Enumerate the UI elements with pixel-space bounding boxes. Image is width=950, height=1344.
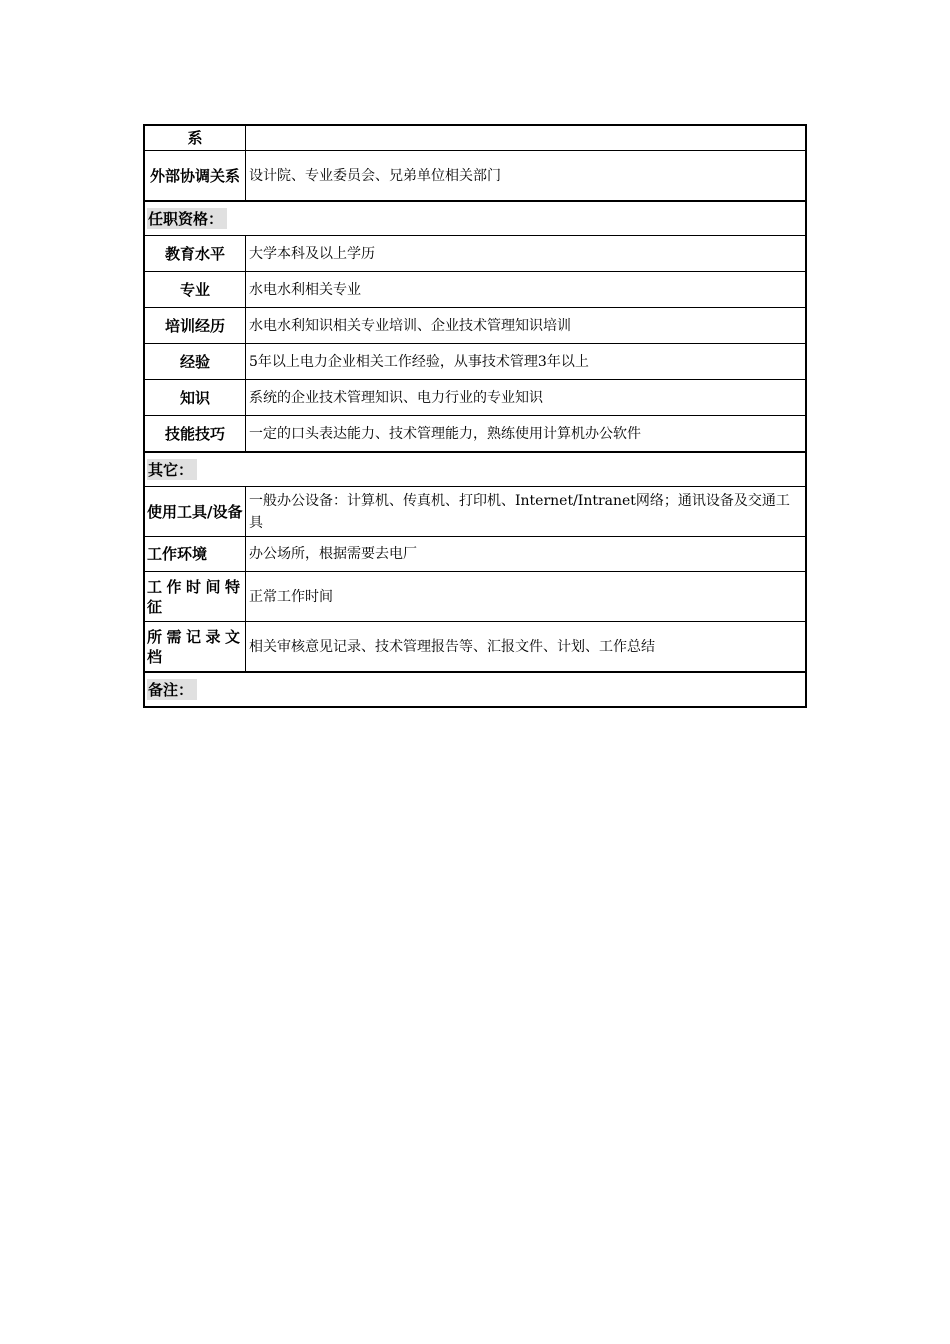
qualifications-section-header (145, 200, 805, 235)
knowledge-label: 知识 (145, 380, 246, 415)
remarks-heading: 备注： (147, 679, 197, 700)
job-description-table (143, 124, 807, 708)
qualifications-heading: 任职资格： (147, 208, 227, 229)
knowledge-row (145, 379, 805, 415)
experience-label: 经验 (145, 344, 246, 379)
skills-label: 技能技巧 (145, 416, 246, 451)
tools-label: 使用工具/设备 (145, 487, 246, 536)
internal-relations-tail-row (145, 126, 805, 150)
experience-row (145, 343, 805, 379)
education-value: 大学本科及以上学历 (249, 245, 375, 262)
environment-label: 工作环境 (145, 537, 246, 571)
records-row (145, 621, 805, 671)
training-value: 水电水利知识相关专业培训、企业技术管理知识培训 (249, 317, 571, 334)
major-row (145, 271, 805, 307)
training-row (145, 307, 805, 343)
external-relations-value: 设计院、专业委员会、兄弟单位相关部门 (249, 167, 501, 184)
work-time-row (145, 571, 805, 621)
work-time-label: 工作时间特征 (145, 572, 246, 621)
work-time-value: 正常工作时间 (249, 588, 333, 605)
external-relations-row (145, 150, 805, 200)
experience-value: 5年以上电力企业相关工作经验，从事技术管理3年以上 (249, 353, 589, 370)
tools-value: 一般办公设备：计算机、传真机、打印机、Internet/Intranet网络；通讯设备及交通工具 (249, 492, 790, 531)
education-row (145, 235, 805, 271)
external-relations-label: 外部协调关系 (145, 151, 246, 200)
other-section-header (145, 451, 805, 486)
major-label: 专业 (145, 272, 246, 307)
major-value: 水电水利相关专业 (249, 281, 361, 298)
tools-row (145, 486, 805, 536)
other-heading: 其它： (147, 459, 197, 480)
environment-value: 办公场所，根据需要去电厂 (249, 546, 417, 562)
records-label: 所需记录文档 (145, 622, 246, 671)
internal-relations-value (246, 126, 805, 150)
internal-relations-label: 系 (145, 126, 246, 150)
skills-value: 一定的口头表达能力、技术管理能力，熟练使用计算机办公软件 (249, 425, 641, 442)
environment-row (145, 536, 805, 571)
remarks-section-header (145, 671, 805, 706)
records-value: 相关审核意见记录、技术管理报告等、汇报文件、计划、工作总结 (249, 638, 655, 655)
skills-row (145, 415, 805, 451)
education-label: 教育水平 (145, 236, 246, 271)
knowledge-value: 系统的企业技术管理知识、电力行业的专业知识 (249, 389, 543, 406)
training-label: 培训经历 (145, 308, 246, 343)
